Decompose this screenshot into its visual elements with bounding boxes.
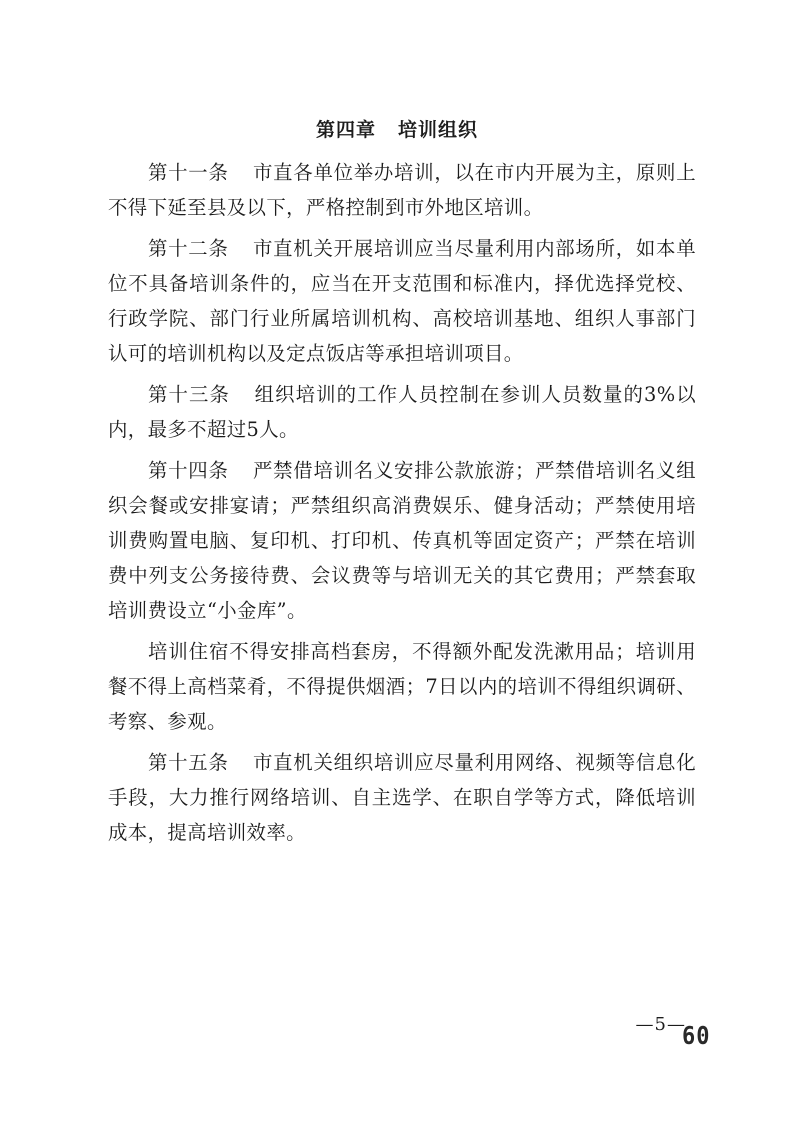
body-text [108, 155, 696, 856]
page-number: —5— [635, 1014, 686, 1035]
chapter-number: 第四章 [315, 119, 376, 141]
article-lead: 第十一条 [148, 161, 229, 184]
chapter-title [0, 116, 794, 144]
article-15 [108, 745, 696, 850]
article-13 [108, 377, 696, 447]
chapter-name: 培训组织 [398, 119, 479, 141]
article-text: 严禁借培训名义安排公款旅游；严禁借培训名义组织会餐或安排宴请；严禁组织高消费娱乐、健身活动；严禁使用培训费购置电脑、复印机、打印机、传真机等固定资产；严禁在培训费中列支公务接待费、会议费等与培训无关的其它费用；严禁套取培训费设立“小金库”。 [108, 459, 696, 622]
article-text: 市直机关开展培训应当尽量利用内部场所，如本单位不具备培训条件的，应当在开支范围和标准内，择优选择党校、行政学院、部门行业所属培训机构、高校培训基地、组织人事部门认可的培训机构以及定点饭店等承担培训项目。 [108, 237, 696, 365]
article-text: 市直机关组织培训应尽量利用网络、视频等信息化手段，大力推行网络培训、自主选学、在职自学等方式，降低培训成本，提高培训效率。 [108, 751, 696, 844]
article-text: 市直各单位举办培训，以在市内开展为主，原则上不得下延至县及以下，严格控制到市外地区培训。 [108, 161, 696, 219]
article-lead: 第十三条 [148, 383, 230, 406]
article-text: 组织培训的工作人员控制在参训人员数量的3%以内，最多不超过5人。 [108, 383, 697, 441]
article-text: 培训住宿不得安排高档套房，不得额外配发洗漱用品；培训用餐不得上高档菜肴，不得提供烟酒；7日以内的培训不得组织调研、考察、参观。 [108, 640, 696, 733]
article-14-continued [108, 634, 696, 739]
article-lead: 第十二条 [148, 237, 229, 260]
article-14 [108, 453, 696, 628]
article-lead: 第十四条 [148, 459, 229, 482]
article-12 [108, 231, 696, 371]
article-11 [108, 155, 696, 225]
article-lead: 第十五条 [148, 751, 229, 774]
stamp-number: 60 [682, 1022, 711, 1051]
